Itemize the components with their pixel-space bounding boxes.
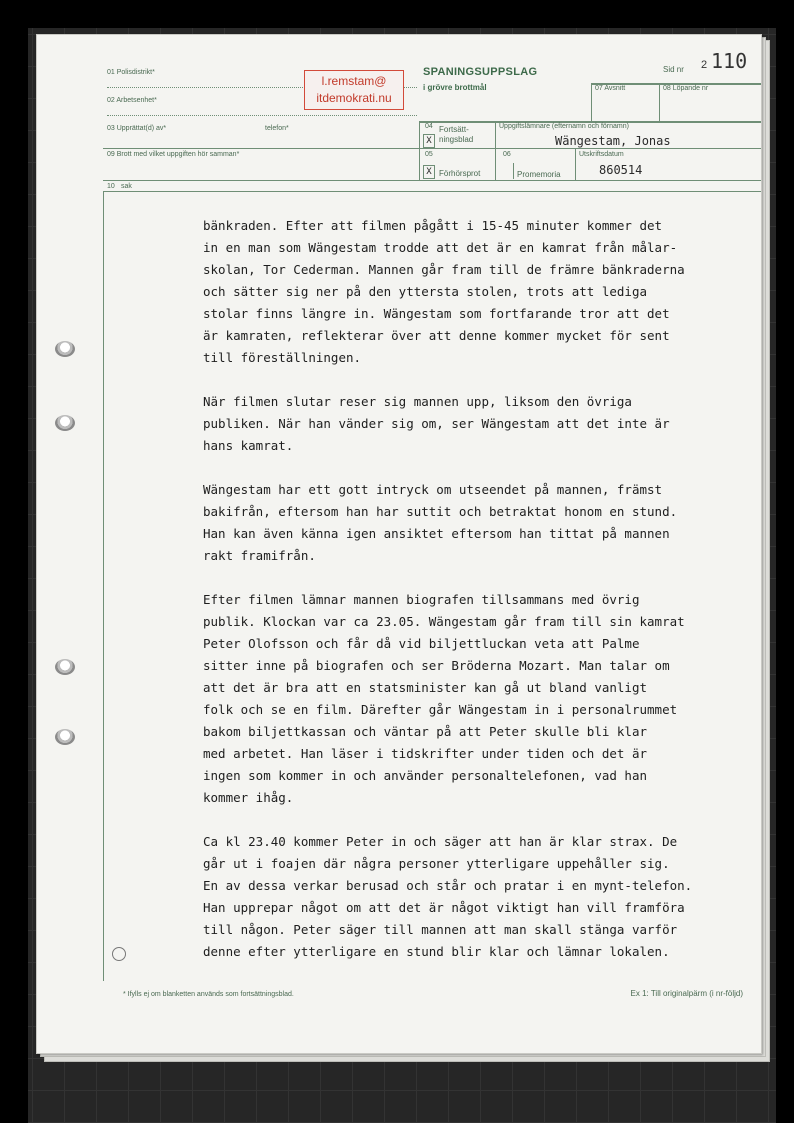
informant-name: Wängestam, Jonas	[555, 134, 671, 148]
footer-copy-note: Ex 1: Till originalpärm (i nr-följd)	[630, 989, 743, 998]
field-04-number: 04	[425, 123, 433, 130]
form-subtitle: i grövre brottmål	[423, 83, 487, 92]
divider	[419, 121, 420, 181]
punch-hole	[55, 729, 75, 745]
margin-line	[103, 191, 104, 981]
text-line: Peter Olofsson och får då vid biljettluckan veta att Palme	[203, 636, 640, 651]
text-line: stolar finns längre in. Wängestam som fortfarande tror att det	[203, 306, 670, 321]
text-line: folk och se en film. Därefter går Wängestam in i personalrummet	[203, 702, 678, 717]
document-page	[36, 34, 762, 1054]
punch-hole	[55, 415, 75, 431]
divider	[495, 148, 496, 181]
paragraph-2	[203, 391, 692, 457]
divider	[103, 180, 761, 181]
form-title: SPANINGSUPPSLAG	[423, 66, 538, 78]
divider	[103, 191, 761, 192]
text-line: går ut i foajen där några personer ytterligare uppehåller sig.	[203, 856, 670, 871]
text-line: Efter filmen lämnar mannen biografen tillsammans med övrig	[203, 592, 640, 607]
punch-hole	[55, 659, 75, 675]
text-line: Han upprepar något om att det är något viktigt han vill framföra	[203, 900, 685, 915]
text-line: bänkraden. Efter att filmen pågått i 15-45 minuter kommer det	[203, 218, 663, 233]
sid-nr-label: Sid nr	[663, 65, 684, 74]
text-line: skolan, Tor Cederman. Mannen går fram till de främre bänkraderna	[203, 262, 685, 277]
divider	[107, 115, 417, 116]
text-line: denne efter ytterligare en stund blir klar och lämnar lokalen.	[203, 944, 670, 959]
text-line: rakt framifrån.	[203, 548, 316, 563]
text-line: En av dessa verkar berusad och står och pratar i en mynt-telefon.	[203, 878, 693, 893]
email-stamp	[304, 70, 404, 110]
text-line: publik. Klockan var ca 23.05. Wängestam går fram till sin kamrat	[203, 614, 685, 629]
paragraph-4	[203, 589, 692, 809]
scan-border-top	[0, 0, 794, 28]
field-10-sak: sak	[121, 183, 132, 190]
text-line: Han kan även känna igen ansiktet eftersom han tittat på mannen	[203, 526, 670, 541]
paragraph-5	[203, 831, 692, 963]
field-08-label: 08 Löpande nr	[663, 85, 709, 92]
field-02-label: 02 Arbetsenhet*	[107, 97, 157, 104]
divider	[495, 121, 496, 149]
text-line: sitter inne på biografen och ser Bröderna Mozart. Man talar om	[203, 658, 670, 673]
text-line: är kamraten, reflekterar över att denne kommer mycket för sent	[203, 328, 670, 343]
page-number: 110	[711, 49, 748, 73]
text-line: att det är bra att en statsminister kan gå ut bland vanligt	[203, 680, 648, 695]
field-05-label: Förhörsprot	[439, 169, 481, 178]
divider	[591, 83, 592, 123]
field-05-number: 05	[425, 151, 433, 158]
field-04-label: Fortsätt- ningsblad	[439, 125, 474, 144]
punch-hole	[55, 341, 75, 357]
page-prefix: 2	[701, 59, 708, 71]
divider	[419, 148, 761, 149]
text-line: in en man som Wängestam trodde att det är en kamrat från målar-	[203, 240, 678, 255]
scan-border-right	[776, 0, 794, 1123]
divider	[103, 148, 419, 149]
field-03-label: 03 Upprättat(d) av*	[107, 125, 167, 132]
margin-circle	[112, 947, 126, 961]
field-06-label: Promemoria	[517, 170, 561, 179]
footer-note: * Ifylls ej om blanketten används som fortsättningsblad.	[123, 991, 294, 998]
text-line: till någon. Peter säger till mannen att man skall stänga varför	[203, 922, 678, 937]
text-line: bakifrån, eftersom han har suttit och betraktat honom en stund.	[203, 504, 678, 519]
field-06-number: 06	[503, 151, 511, 158]
paragraph-3	[203, 479, 692, 567]
paragraph-1	[203, 215, 692, 369]
text-line: När filmen slutar reser sig mannen upp, liksom den övriga	[203, 394, 632, 409]
text-line: Wängestam har ett gott intryck om utseendet på mannen, främst	[203, 482, 663, 497]
print-date-label: Utskriftsdatum	[579, 151, 624, 158]
text-line: kommer ihåg.	[203, 790, 294, 805]
informant-label: Uppgiftslämnare (efternamn och förnamn)	[499, 123, 629, 130]
text-line: med arbetet. Han läser i tidskrifter under tiden och det är	[203, 746, 648, 761]
scan-border-left	[0, 0, 28, 1123]
print-date-value: 860514	[599, 163, 643, 177]
text-line: och sätter sig ner på den yttersta stolen, trots att lediga	[203, 284, 648, 299]
divider	[575, 148, 576, 181]
field-01-label: 01 Polisdistrikt*	[107, 69, 155, 76]
text-line: bakom biljettkassan och väntar på att Peter skulle bli klar	[203, 724, 648, 739]
field-09-label: 09 Brott med vilket uppgiften hör samman*	[107, 151, 240, 158]
field-10-number: 10	[107, 183, 115, 190]
text-line: publiken. När han vänder sig om, ser Wängestam att det inte är	[203, 416, 670, 431]
divider	[659, 83, 660, 123]
statement-body	[203, 215, 692, 985]
text-line: hans kamrat.	[203, 438, 294, 453]
continuation-checkbox: X	[423, 134, 435, 148]
text-line: till föreställningen.	[203, 350, 362, 365]
field-07-label: 07 Avsnitt	[595, 85, 626, 92]
stamp-line-2: itdemokrati.nu	[316, 91, 392, 105]
text-line: Ca kl 23.40 kommer Peter in och säger att han är klar strax. De	[203, 834, 678, 849]
divider	[513, 163, 514, 179]
stamp-line-1: l.remstam@	[321, 74, 387, 88]
text-line: ingen som kommer in och använder personaltelefonen, vad han	[203, 768, 648, 783]
interrogation-checkbox: X	[423, 165, 435, 179]
telefon-label: telefon*	[265, 125, 289, 132]
